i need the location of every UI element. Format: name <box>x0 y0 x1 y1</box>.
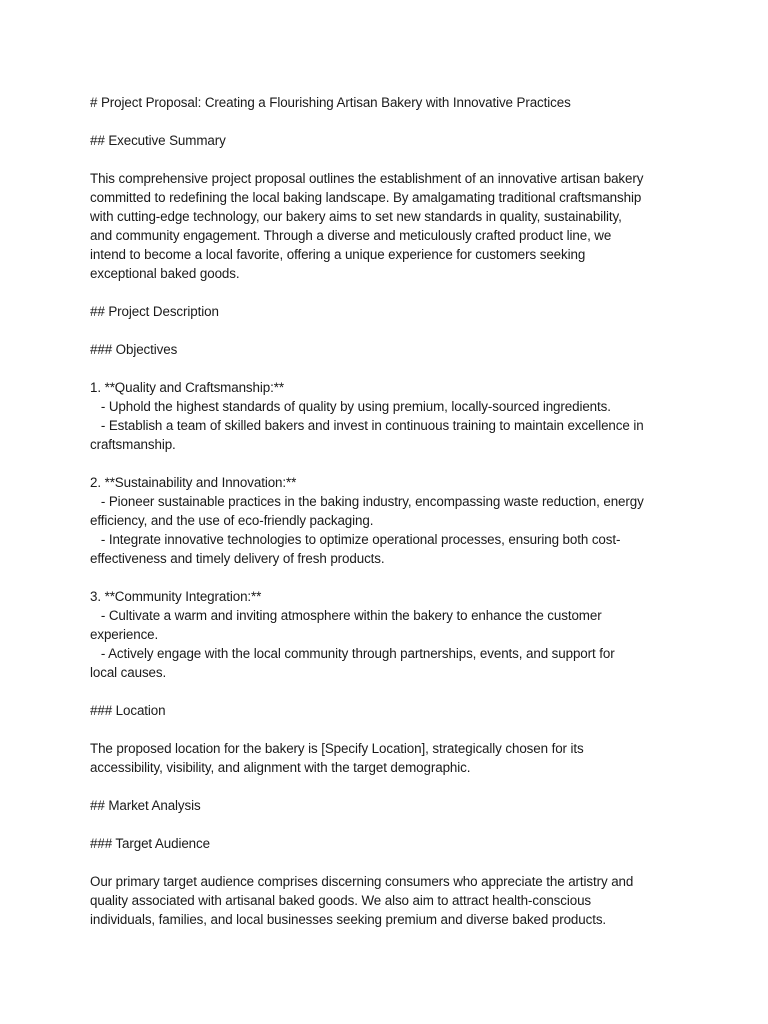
blank-line <box>90 568 690 587</box>
bullet-item: - Pioneer sustainable practices in the baking industry, encompassing waste reduction, energy <box>90 494 644 509</box>
blank-line <box>90 359 690 378</box>
blank-line <box>90 321 690 340</box>
text-line: individuals, families, and local businesses seeking premium and diverse baked products. <box>90 912 607 927</box>
text-line: intend to become a local favorite, offering a unique experience for customers seeking <box>90 247 586 262</box>
text-line: local causes. <box>90 665 167 680</box>
text-line: with cutting-edge technology, our bakery aims to set new standards in quality, sustainability, <box>90 209 622 224</box>
blank-line <box>90 777 690 796</box>
blank-line <box>90 150 690 169</box>
text-line: accessibility, visibility, and alignment with the target demographic. <box>90 760 471 775</box>
text-line: exceptional baked goods. <box>90 266 240 281</box>
subsection-heading: ### Location <box>90 703 166 718</box>
text-line: craftsmanship. <box>90 437 176 452</box>
bullet-item: - Establish a team of skilled bakers and invest in continuous training to maintain excellence in <box>90 418 644 433</box>
bullet-item: - Integrate innovative technologies to optimize operational processes, ensuring both cost- <box>90 532 621 547</box>
subsection-heading: ### Target Audience <box>90 836 210 851</box>
bullet-item: - Cultivate a warm and inviting atmosphere within the bakery to enhance the customer <box>90 608 602 623</box>
text-line: committed to redefining the local baking landscape. By amalgamating traditional craftsmanship <box>90 190 642 205</box>
text-line: This comprehensive project proposal outlines the establishment of an innovative artisan bakery <box>90 171 644 186</box>
blank-line <box>90 283 690 302</box>
bullet-item: - Actively engage with the local community through partnerships, events, and support for <box>90 646 615 661</box>
numbered-item-heading: 1. **Quality and Craftsmanship:** <box>90 380 284 395</box>
text-line: experience. <box>90 627 159 642</box>
section-heading: ## Market Analysis <box>90 798 201 813</box>
blank-line <box>90 682 690 701</box>
blank-line <box>90 454 690 473</box>
document-title: # Project Proposal: Creating a Flourishing Artisan Bakery with Innovative Practices <box>90 95 571 110</box>
text-line: The proposed location for the bakery is [Specify Location], strategically chosen for its <box>90 741 584 756</box>
blank-line <box>90 815 690 834</box>
text-line: quality associated with artisanal baked goods. We also aim to attract health-conscious <box>90 893 592 908</box>
text-line: effectiveness and timely delivery of fresh products. <box>90 551 385 566</box>
blank-line <box>90 853 690 872</box>
blank-line <box>90 720 690 739</box>
text-line: and community engagement. Through a diverse and meticulously crafted product line, we <box>90 228 612 243</box>
text-line: Our primary target audience comprises discerning consumers who appreciate the artistry and <box>90 874 634 889</box>
section-heading: ## Executive Summary <box>90 133 226 148</box>
numbered-item-heading: 3. **Community Integration:** <box>90 589 262 604</box>
text-line: efficiency, and the use of eco-friendly packaging. <box>90 513 374 528</box>
document-page <box>90 93 690 929</box>
bullet-item: - Uphold the highest standards of quality by using premium, locally-sourced ingredients. <box>90 399 611 414</box>
subsection-heading: ### Objectives <box>90 342 178 357</box>
blank-line <box>90 112 690 131</box>
section-heading: ## Project Description <box>90 304 219 319</box>
numbered-item-heading: 2. **Sustainability and Innovation:** <box>90 475 297 490</box>
